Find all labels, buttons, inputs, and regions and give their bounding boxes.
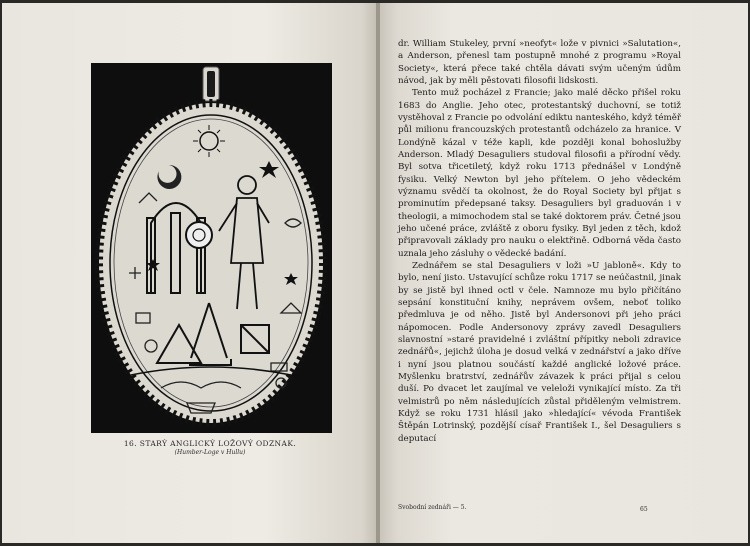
paragraph: dr. William Stukeley, první »neofyt« lože v pivnici »Salutation«, a Anderson, přenesl tam postupně mnohé z programu »Royal Society«, která přece také chtěla dávati svým učeným údům návod, jak by měli pěstovati filosofii lidskosti. bbox=[398, 39, 681, 86]
paragraph: Zednářem se stal Desaguliers v loži »U jabloně«. Kdy to bylo, není jisto. Ustavující schůze roku 1717 se neúčastnil, jinak by se jistě byl ihned octl v čele. Namnoze mu bylo přičítáno sepsání konstituční knihy, neprávem ovšem, neboť toliko předmluva je od něho. Jistě byl Andersonovi při jeho práci nápomocen. Podle Andersonovy zprávy zavedl Desaguliers slavnostní »staré pravidelné i zvláštní přípitky neboli zdravice zednářů«, jejichž úloha je dosud velká v zednářství a jako dříve i nyní jsou platnou součástí každé anglické ložové práce. Myšlenku bratrství, zednářův závazek k práci přijal s celou duší. Po dvacet let zaujímal ve veleloži vynikající místo. Za tři velmistrů po něm následujících zůstal přiděleným velmistrem. Když se roku 1731 hlásil jako »hledající« vévoda František Štěpán Lotrinský, pozdější císař František I., šel Desaguliers s deputací bbox=[398, 260, 681, 444]
caption-subtitle: (Humber-Loge v Hullu) bbox=[174, 449, 246, 456]
body-text bbox=[398, 38, 681, 445]
paragraph: Tento muž pocházel z Francie; jako malé děcko přišel roku 1683 do Anglie. Jeho otec, protestantský duchovní, se totiž vystěhoval z Francie po odvolání ediktu nanteského, když téměř půl milionu francouzských protestantů odcházelo za hranice. V Londýně kázal v téže kapli, kde později konal bohoslužby Anderson. Mladý Desaguliers studoval filosofii a přírodní vědy. Byl sotva třicetiletý, když roku 1713 přednášel v Londýně fysiku. Velký Newton byl jeho přítelem. O jeho vědeckém významu svědčí ta okolnost, že do Royal Society byl přijat s prominutím předepsané taksy. Desaguliers byl graduován i v theologii, a mimochodem stal se také doktorem práv. Četné jsou jeho učené práce, zvláště z oboru fysiky. Byl jeden z těch, kdož připravovali základy pro nauku o elektřině. Odborná věda často uznala jeho zásluhy o vědecké badání. bbox=[398, 88, 681, 259]
book-gutter bbox=[376, 3, 380, 543]
lodge-badge-illustration bbox=[91, 63, 332, 433]
figure-caption bbox=[60, 439, 360, 456]
caption-title: 16. STARÝ ANGLICKÝ LOŽOVÝ ODZNAK. bbox=[123, 439, 297, 448]
page-number: 65 bbox=[640, 506, 648, 513]
signature-footer: Svobodní zednáři — 5. bbox=[398, 504, 467, 511]
